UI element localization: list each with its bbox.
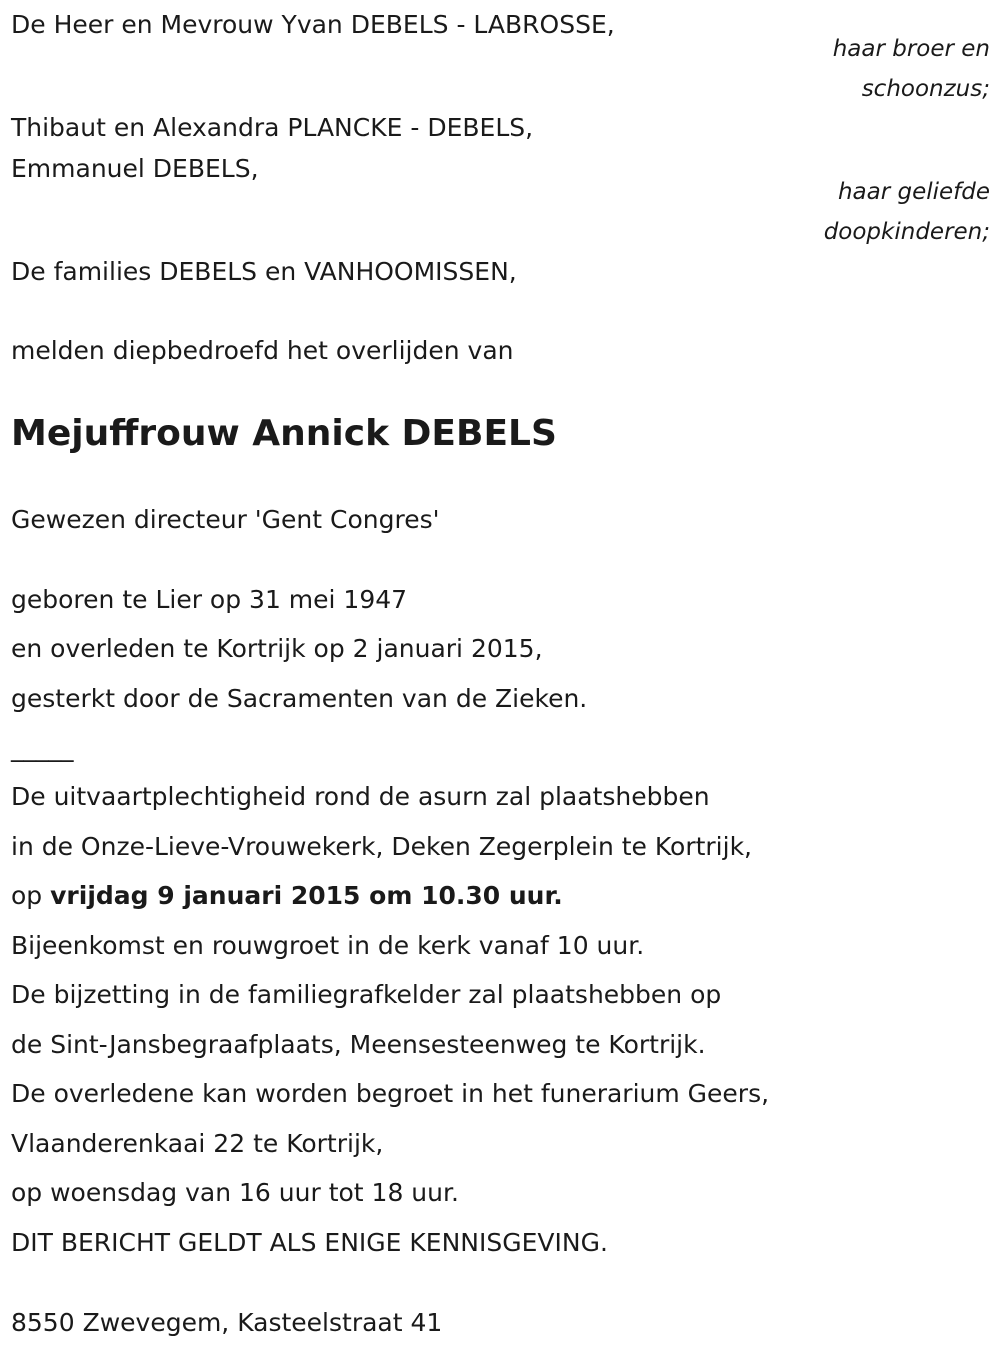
brother-role-line-2: schoonzus; bbox=[861, 76, 990, 102]
ceremony-line-7: De overledene kan worden begroet in het funerarium Geers, bbox=[11, 1079, 770, 1108]
ceremony-line-4: Bijeenkomst en rouwgroet in de kerk vanaf 10 uur. bbox=[11, 931, 645, 960]
deceased-title: Gewezen directeur 'Gent Congres' bbox=[11, 505, 440, 534]
godchild-role-line-2: doopkinderen; bbox=[823, 219, 990, 245]
ceremony-line-8: Vlaanderenkaai 22 te Kortrijk, bbox=[11, 1129, 384, 1158]
ceremony-line-5: De bijzetting in de familiegrafkelder zal plaatshebben op bbox=[11, 980, 722, 1009]
separator: _____ bbox=[11, 733, 74, 762]
notice-line: DIT BERICHT GELDT ALS ENIGE KENNISGEVING. bbox=[11, 1228, 608, 1257]
ceremony-date: vrijdag 9 januari 2015 om 10.30 uur. bbox=[50, 881, 563, 910]
death-line: en overleden te Kortrijk op 2 januari 2015, bbox=[11, 634, 543, 663]
godchild-role-line-1: haar geliefde bbox=[837, 179, 990, 205]
ceremony-line-9: op woensdag van 16 uur tot 18 uur. bbox=[11, 1178, 459, 1207]
address-line: 8550 Zwevegem, Kasteelstraat 41 bbox=[11, 1308, 443, 1337]
godchild-names-1: Thibaut en Alexandra PLANCKE - DEBELS, bbox=[11, 113, 534, 142]
ceremony-line-2: in de Onze-Lieve-Vrouwekerk, Deken Zegerplein te Kortrijk, bbox=[11, 832, 752, 861]
announcement-line: melden diepbedroefd het overlijden van bbox=[11, 336, 514, 365]
birth-line: geboren te Lier op 31 mei 1947 bbox=[11, 585, 408, 614]
brother-names: De Heer en Mevrouw Yvan DEBELS - LABROSSE, bbox=[11, 10, 615, 39]
godchild-names-2: Emmanuel DEBELS, bbox=[11, 154, 259, 183]
deceased-name: Mejuffrouw Annick DEBELS bbox=[11, 413, 557, 454]
ceremony-line-3 bbox=[11, 881, 563, 911]
sacraments-line: gesterkt door de Sacramenten van de Zieken. bbox=[11, 684, 588, 713]
ceremony-date-prefix: op bbox=[11, 881, 43, 910]
brother-role-line-1: haar broer en bbox=[832, 36, 990, 62]
ceremony-line-1: De uitvaartplechtigheid rond de asurn zal plaatshebben bbox=[11, 782, 710, 811]
ceremony-line-6: de Sint-Jansbegraafplaats, Meensesteenweg te Kortrijk. bbox=[11, 1030, 706, 1059]
families-line: De families DEBELS en VANHOOMISSEN, bbox=[11, 257, 517, 286]
